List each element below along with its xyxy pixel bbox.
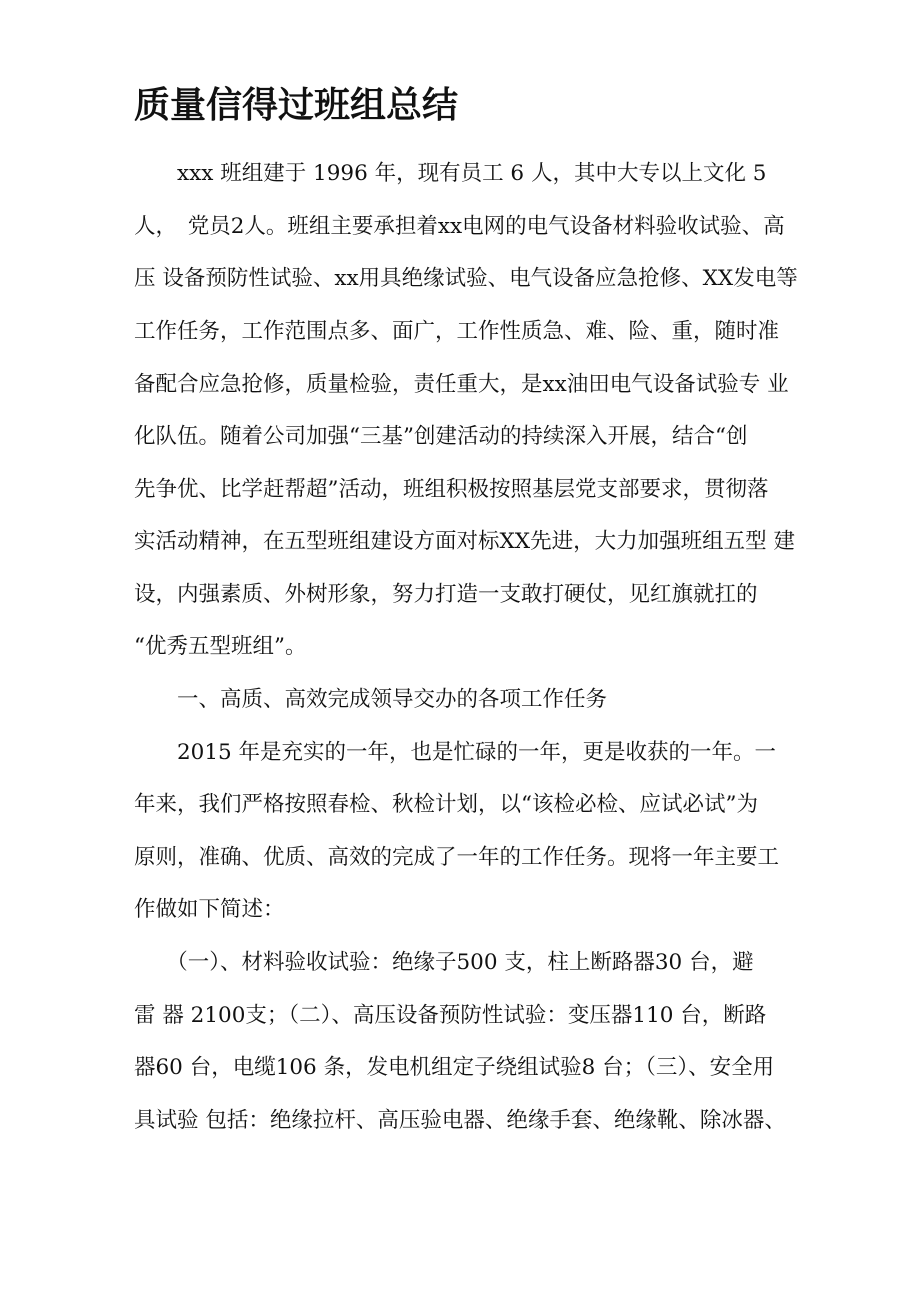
text-line: 工作任务，工作范围点多、面广，工作性质急、难、险、重，随时准 bbox=[134, 319, 780, 344]
text-line: 实活动精神，在五型班组建设方面对标XX先进，大力加强班组五型 建 bbox=[134, 529, 795, 554]
text-line: （一）、材料验收试验：绝缘子500 支，柱上断路器30 台，避 bbox=[134, 950, 754, 975]
text-line: 化队伍。随着公司加强“三基”创建活动的持续深入开展，结合“创 bbox=[134, 424, 748, 449]
text-line: 备配合应急抢修，质量检验，责任重大，是xx油田电气设备试验专 业 bbox=[134, 372, 789, 397]
text-line: 2015 年是充实的一年，也是忙碌的一年，更是收获的一年。一 bbox=[134, 740, 777, 765]
section-heading: 一、高质、高效完成领导交办的各项工作任务 bbox=[134, 687, 608, 712]
text-line: 先争优、比学赶帮超”活动，班组积极按照基层党支部要求，贯彻落 bbox=[134, 477, 769, 502]
text-line: 雷 器 2100支；（二）、高压设备预防性试验：变压器110 台，断路 bbox=[134, 1003, 767, 1028]
text-line: 年来，我们严格按照春检、秋检计划，以“该检必检、应试必试”为 bbox=[134, 792, 758, 817]
text-line: xxx 班组建于 1996 年，现有员工 6 人，其中大专以上文化 5 bbox=[134, 161, 767, 186]
text-line: 器60 台，电缆106 条，发电机组定子绕组试验8 台；（三）、安全用 bbox=[134, 1055, 775, 1080]
text-line: 原则，准确、优质、高效的完成了一年的工作任务。现将一年主要工 bbox=[134, 845, 780, 870]
text-line: 压 设备预防性试验、xx用具绝缘试验、电气设备应急抢修、XX发电等 bbox=[134, 266, 798, 291]
text-line: 具试验 包括：绝缘拉杆、高压验电器、绝缘手套、绝缘靴、除冰器、 bbox=[134, 1108, 786, 1133]
text-line: 人， 党员2人。班组主要承担着xx电网的电气设备材料验收试验、高 bbox=[134, 214, 785, 239]
document-title: 质量信得过班组总结 bbox=[134, 85, 459, 126]
text-line: “优秀五型班组”。 bbox=[134, 634, 307, 659]
text-line: 设，内强素质、外树形象，努力打造一支敢打硬仗，见红旗就扛的 bbox=[134, 582, 758, 607]
text-line: 作做如下简述： bbox=[134, 897, 285, 922]
